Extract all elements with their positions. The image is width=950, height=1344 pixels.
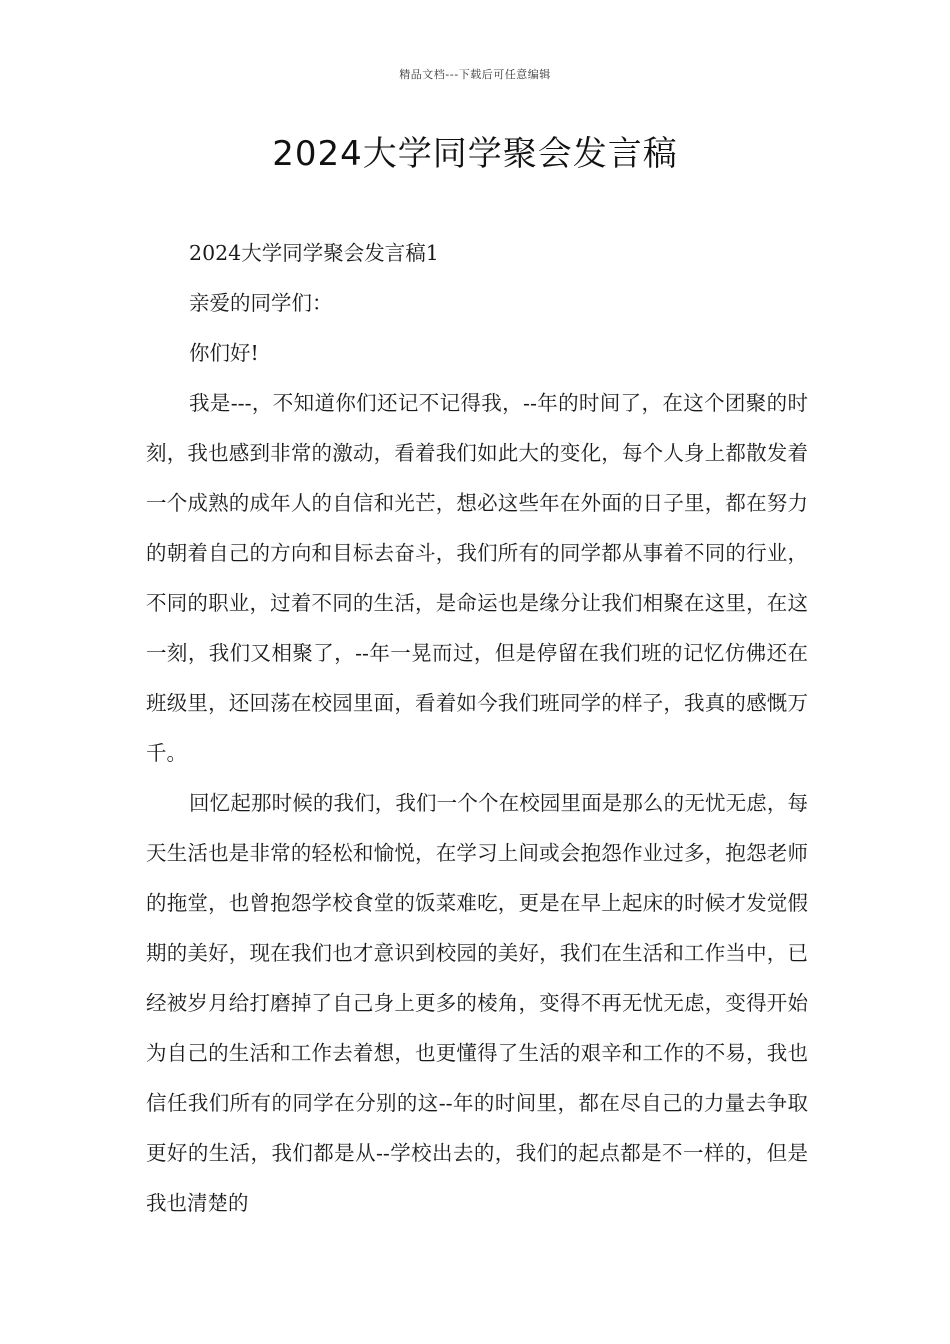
page-header-note: 精品文档---下载后可任意编辑: [399, 68, 551, 81]
body-paragraph: 回忆起那时候的我们，我们一个个在校园里面是那么的无忧无虑，每天生活也是非常的轻松和愉悦，在学习上间或会抱怨作业过多，抱怨老师的拖堂，也曾抱怨学校食堂的饭菜难吃，更是在早上起床的时候才发觉假期的美好，现在我们也才意识到校园的美好，我们在生活和工作当中，已经被岁月给打磨掉了自己身上更多的棱角，变得不再无忧无虑，变得开始为自己的生活和工作去着想，也更懂得了生活的艰辛和工作的不易，我也信任我们所有的同学在分别的这--年的时间里，都在尽自己的力量去争取更好的生活，我们都是从--学校出去的，我们的起点都是不一样的，但是我也清楚的: [146, 791, 808, 1215]
document-body: [146, 228, 808, 1228]
body-paragraph: 我是---，不知道你们还记不记得我，--年的时间了，在这个团聚的时刻，我也感到非常的激动，看着我们如此大的变化，每个人身上都散发着一个成熟的成年人的自信和光芒，想必这些年在外面的日子里，都在努力的朝着自己的方向和目标去奋斗，我们所有的同学都从事着不同的行业，不同的职业，过着不同的生活，是命运也是缘分让我们相聚在这里，在这一刻，我们又相聚了，--年一晃而过，但是停留在我们班的记忆仿佛还在班级里，还回荡在校园里面，看着如今我们班同学的样子，我真的感慨万千。: [146, 391, 808, 765]
section-heading: 2024大学同学聚会发言稿1: [189, 241, 439, 265]
document-title: 2024大学同学聚会发言稿: [272, 134, 678, 174]
salutation: 亲爱的同学们：: [189, 291, 333, 315]
greeting: 你们好!: [189, 341, 259, 365]
